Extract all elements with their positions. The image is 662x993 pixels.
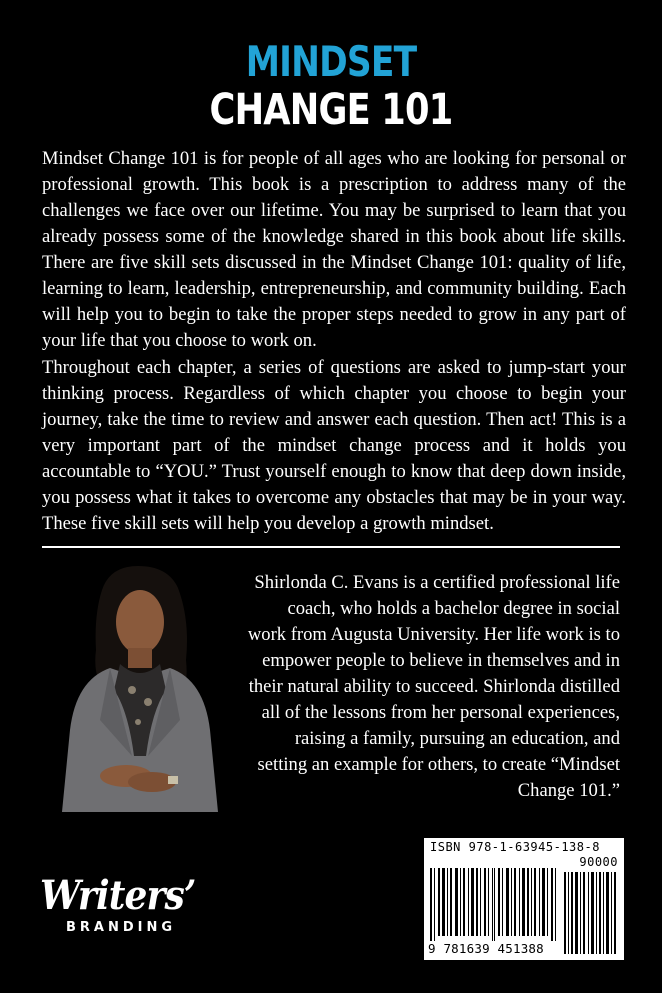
author-bio: Shirlonda C. Evans is a certified professional life coach, who holds a bachelor degree in social work from Augusta University. Her life work is to empower people to believe in themselves and in their natural ability to succeed. Shirlonda distilled all of the lessons from her personal experiences, raising a family, pursuing an education, and setting an example for others, to create “Mindset Change 101.”: [247, 572, 620, 801]
publisher-tagline: BRANDING: [66, 920, 177, 935]
barcode-bars-addon: [564, 872, 618, 954]
publisher-logo: [40, 874, 210, 935]
description-paragraph-2: Throughout each chapter, a series of questions are asked to jump-start your thinking process. Regardless of which chapter you choose to begin your journey, take the time to review and answer each question. Then act! This is a very important part of the mindset change process and it holds you accountable to “YOU.” Trust yourself enough to know that deep down inside, you possess what it takes to overcome any obstacles that may be in your way. These five skill sets will help you develop a growth mindset.: [42, 357, 626, 534]
price-code: 90000: [579, 855, 618, 869]
author-photo: [40, 560, 240, 812]
title-line-2: CHANGE 101: [209, 85, 453, 135]
isbn-number: ISBN 978-1-63945-138-8: [430, 840, 600, 854]
divider: [42, 546, 620, 548]
description-paragraph-1: Mindset Change 101 is for people of all ages who are looking for personal or professional growth. This book is a prescription to address many of the challenges we face over our lifetime. You may be surprised to learn that you already possess some of the knowledge shared in this book about life skills. There are five skill sets discussed in the Mindset Change 101: quality of life, learning to learn, leadership, entrepreneurship, and community building. Each will help you to begin to take the proper steps needed to grow in any part of your life that you choose to work on.: [42, 148, 626, 351]
title-line-1: MINDSET: [245, 37, 417, 86]
ean-digits: 9 781639 451388: [428, 941, 564, 956]
barcode-bars-main: [430, 868, 560, 942]
publisher-name: Writers’: [40, 872, 196, 919]
isbn-barcode: [424, 838, 624, 960]
